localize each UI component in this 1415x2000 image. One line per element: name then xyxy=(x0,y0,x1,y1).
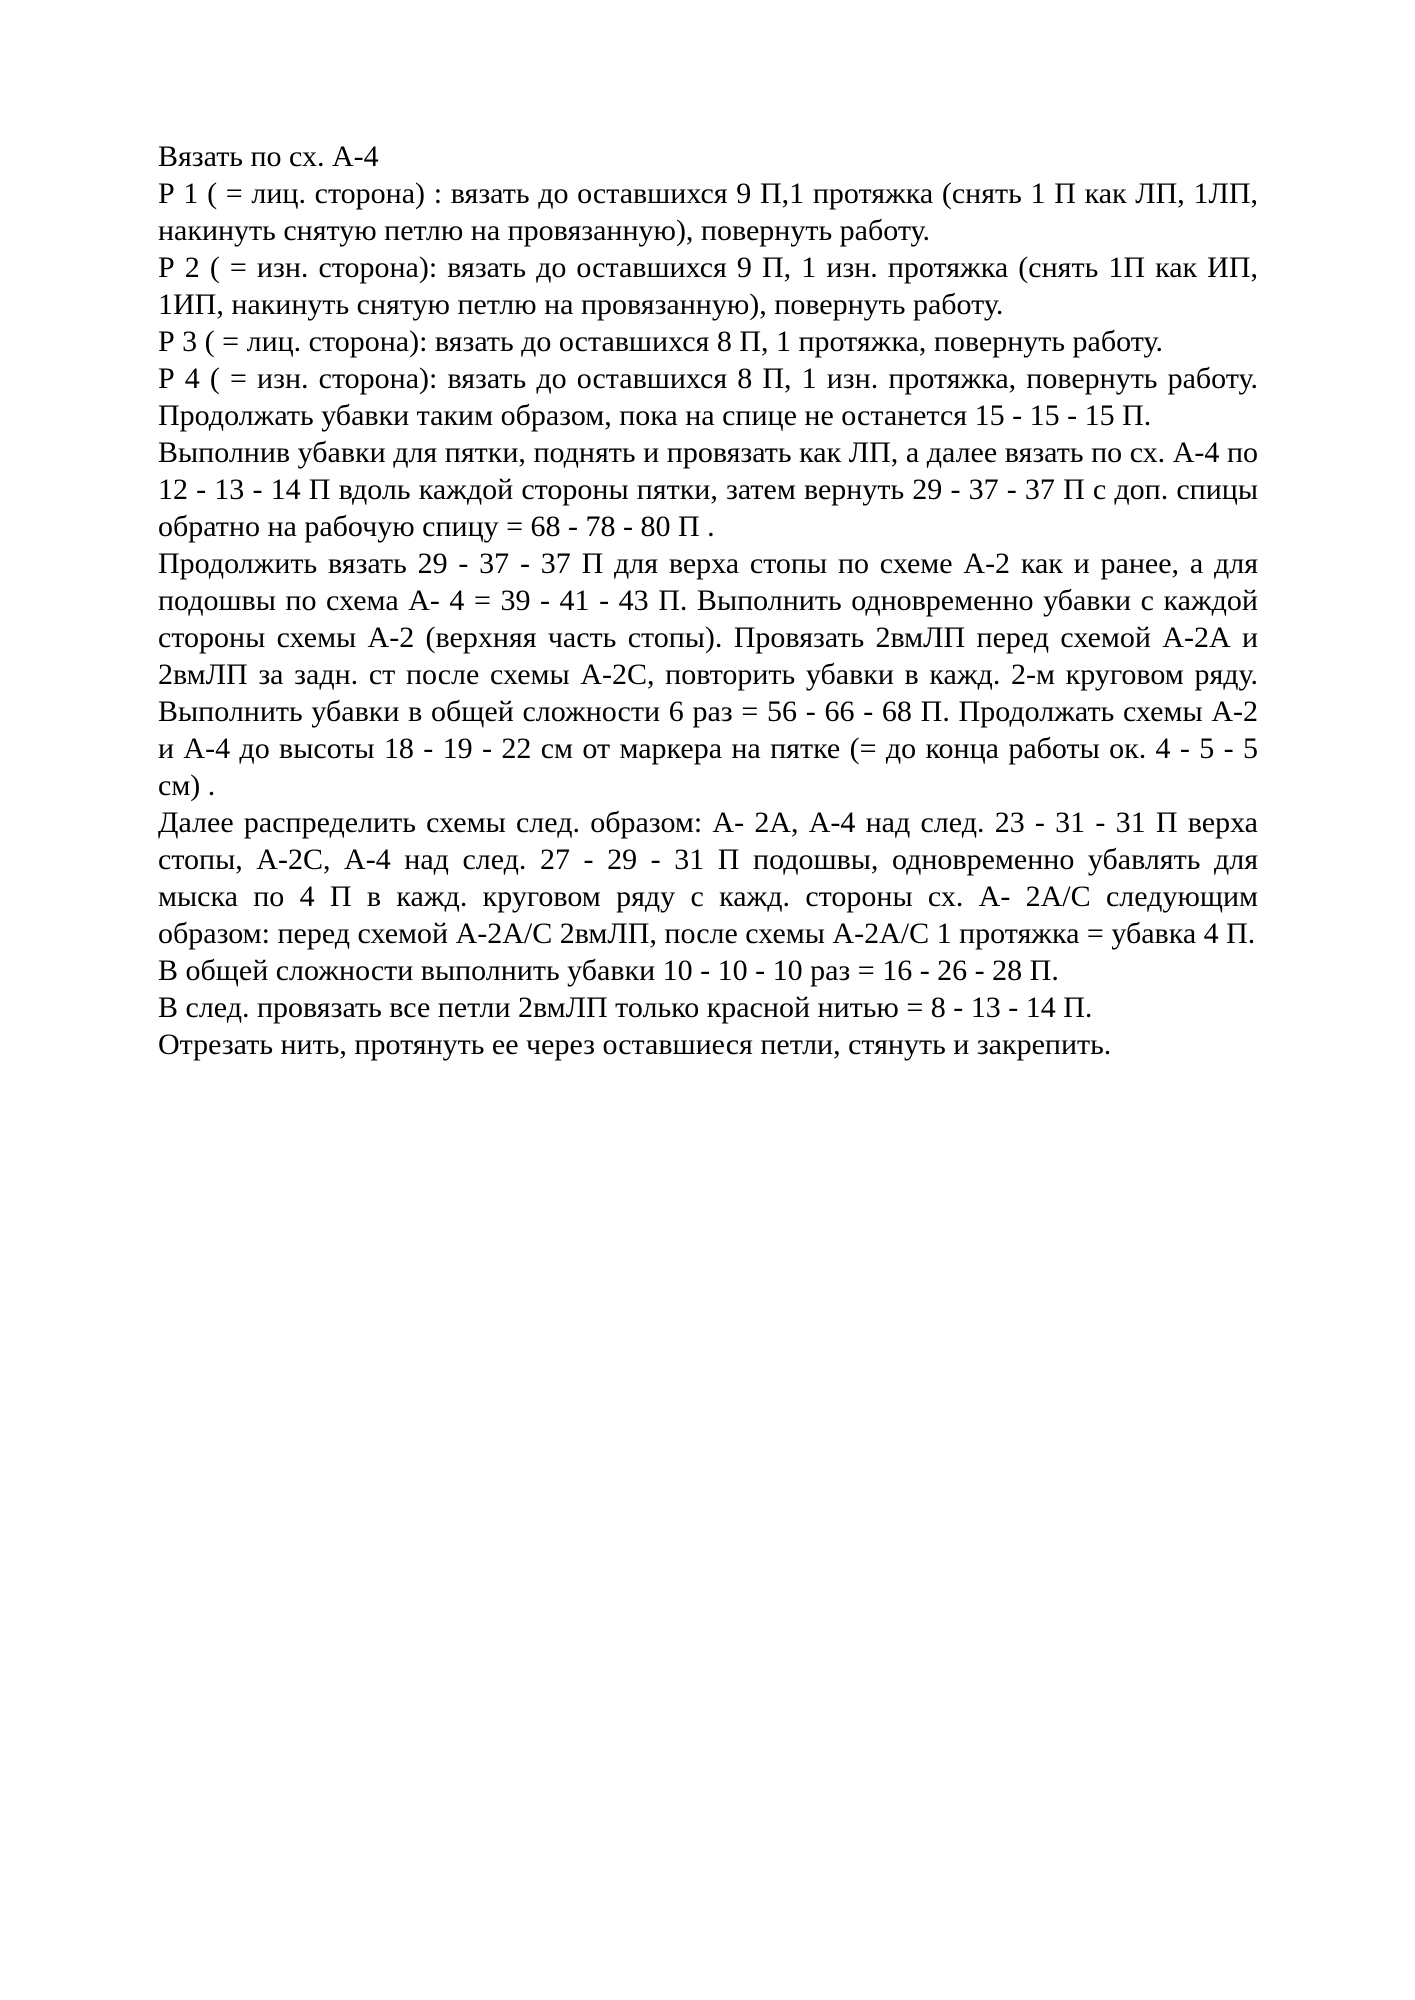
paragraph-foot-instructions: Продолжить вязать 29 - 37 - 37 П для верха стопы по схеме А-2 как и ранее, а для подошвы по схема А- 4 = 39 - 41 - 43 П. Выполнить одновременно убавки с каждой стороны схемы А-2 (верхняя часть стопы). Провязать 2вмЛП перед схемой А-2А и 2вмЛП за задн. ст после схемы А-2С, повторить убавки в кажд. 2-м круговом ряду. Выполнить убавки в общей сложности 6 раз = 56 - 66 - 68 П. Продолжать схемы А-2 и А-4 до высоты 18 - 19 - 22 см от маркера на пятке (= до конца работы ок. 4 - 5 - 5 см) . xyxy=(158,547,1258,802)
instructions-text-block xyxy=(158,138,1258,1063)
paragraph-row-3: Р 3 ( = лиц. сторона): вязать до оставшихся 8 П, 1 протяжка, повернуть работу. xyxy=(158,325,1163,358)
paragraph-row-2: Р 2 ( = изн. сторона): вязать до оставшихся 9 П, 1 изн. протяжка (снять 1П как ИП, 1ИП, накинуть снятую петлю на провязанную), повернуть работу. xyxy=(158,251,1258,321)
paragraph-final-round: В след. провязать все петли 2вмЛП только красной нитью = 8 - 13 - 14 П. xyxy=(158,991,1093,1024)
paragraph-finish: Отрезать нить, протянуть ее через оставшиеся петли, стянуть и закрепить. xyxy=(158,1028,1112,1061)
paragraph-total-decreases: В общей сложности выполнить убавки 10 - 10 - 10 раз = 16 - 26 - 28 П. xyxy=(158,954,1059,987)
paragraph-row-1: Р 1 ( = лиц. сторона) : вязать до оставшихся 9 П,1 протяжка (снять 1 П как ЛП, 1ЛП, накинуть снятую петлю на провязанную), повернуть работу. xyxy=(158,177,1258,247)
paragraph-chart-heading: Вязать по сх. А-4 xyxy=(158,140,379,173)
paragraph-row-4: Р 4 ( = изн. сторона): вязать до оставшихся 8 П, 1 изн. протяжка, повернуть работу. Продолжать убавки таким образом, пока на спице не останется 15 - 15 - 15 П. xyxy=(158,362,1258,432)
paragraph-heel-pickup: Выполнив убавки для пятки, поднять и провязать как ЛП, а далее вязать по сх. А-4 по 12 - 13 - 14 П вдоль каждой стороны пятки, затем вернуть 29 - 37 - 37 П с доп. спицы обратно на рабочую спицу = 68 - 78 - 80 П . xyxy=(158,436,1258,543)
paragraph-toe-distribution: Далее распределить схемы след. образом: А- 2А, А-4 над след. 23 - 31 - 31 П верха стопы, А-2С, А-4 над след. 27 - 29 - 31 П подошвы, одновременно убавлять для мыска по 4 П в кажд. круговом ряду с кажд. стороны сх. А- 2А/С следующим образом: перед схемой А-2А/С 2вмЛП, после схемы А-2А/С 1 протяжка = убавка 4 П. xyxy=(158,806,1258,950)
